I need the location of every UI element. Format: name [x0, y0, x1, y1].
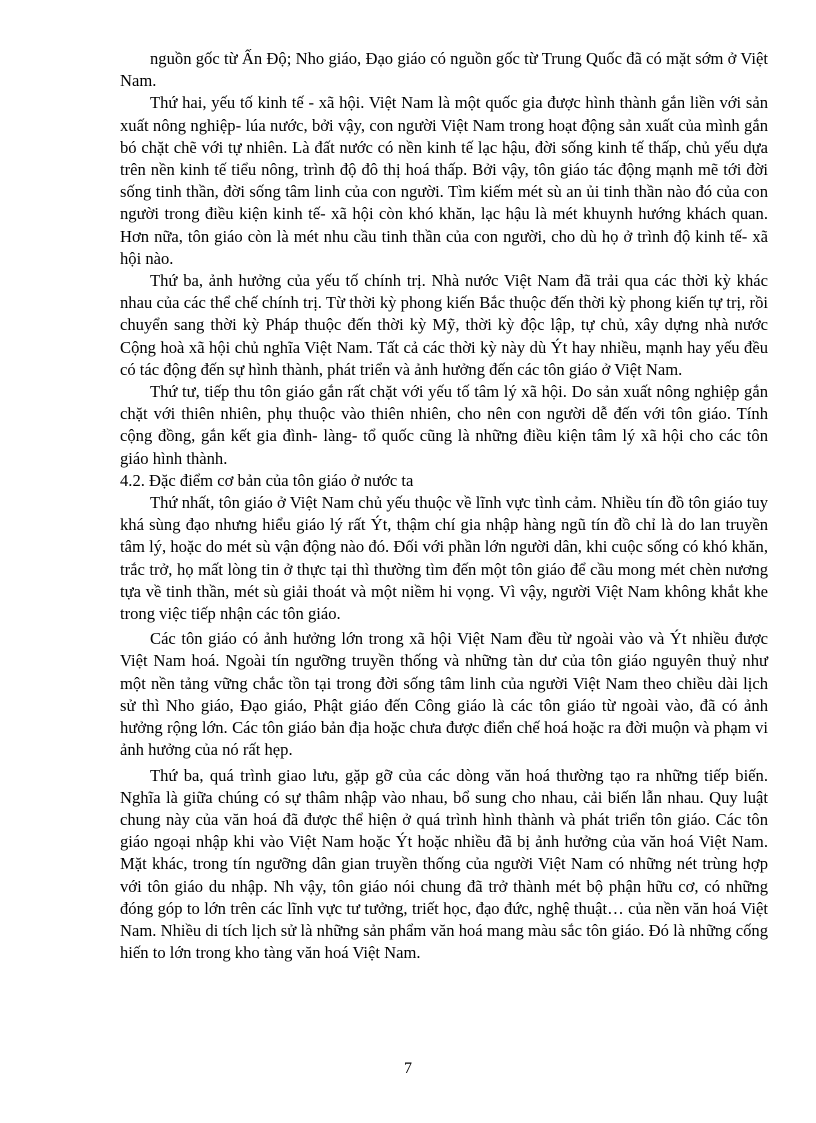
- paragraph-foreign-religions: Các tôn giáo có ảnh hưởng lớn trong xã hội Việt Nam đều từ ngoài vào và Ýt nhiều được Việt Nam hoá. Ngoài tín ngưỡng truyền thống và những tàn dư của tôn giáo nguyên thuỷ như một nền tảng vững chắc tồn tại trong đời sống tâm linh của người Việt Nam theo chiều dài lịch sử thì Nho giáo, Đạo giáo, Phật giáo đến Công giáo là các tôn giáo từ ngoài vào, đã có ảnh hưởng rộng lớn. Các tôn giáo bản địa hoặc chưa được điển chế hoá hoặc ra đời muộn và phạm vi ảnh hưởng của nó rất hẹp.: [120, 629, 768, 760]
- section-heading: 4.2. Đặc điểm cơ bản của tôn giáo ở nước ta: [120, 470, 414, 490]
- paragraph-political-factor: Thứ ba, ảnh hưởng của yếu tố chính trị. Nhà nước Việt Nam đã trải qua các thời kỳ khác nhau của các thể chế chính trị. Từ thời kỳ phong kiến Bắc thuộc đến thời kỳ phong kiến tự trị, rồi chuyển sang thời kỳ Pháp thuộc đến thời kỳ Mỹ, thời kỳ độc lập, tự chủ, xây dựng nhà nước Cộng hoà xã hội chủ nghĩa Việt Nam. Tất cả các thời kỳ này dù Ýt hay nhiều, mạnh hay yếu đều có tác động đến sự hình thành, phát triển và ảnh hưởng đến các tôn giáo ở Việt Nam.: [120, 271, 768, 379]
- paragraph-cultural-exchange: Thứ ba, quá trình giao lưu, gặp gỡ của các dòng văn hoá thường tạo ra những tiếp biến. Nghĩa là giữa chúng có sự thâm nhập vào nhau, bổ sung cho nhau, cải biến lẫn nhau. Quy luật chung này của văn hoá đã được thể hiện ở quá trình hình thành và phát triển tôn giáo. Các tôn giáo ngoại nhập khi vào Việt Nam hoặc Ýt hoặc nhiều đã bị ảnh hưởng của văn hoá Việt Nam. Mặt khác, trong tín ngưỡng dân gian truyền thống của người Việt Nam có những nét trùng hợp với tôn giáo du nhập. Nh vậy, tôn giáo nói chung đã trở thành mét bộ phận hữu cơ, có những đóng góp to lớn trên các lĩnh vực tư tưởng, triết học, đạo đức, nghệ thuật… của nền văn hoá Việt Nam. Nhiều di tích lịch sử là những sản phẩm văn hoá mang màu sắc tôn giáo. Đó là những cống hiến to lớn trong kho tàng văn hoá Việt Nam.: [120, 765, 768, 963]
- paragraph-economic-factor: Thứ hai, yếu tố kinh tế - xã hội. Việt Nam là một quốc gia được hình thành gắn liền với sản xuất nông nghiệp- lúa nước, bởi vậy, con người Việt Nam trong hoạt động sản xuất của mình gắn bó chặt chẽ với tự nhiên. Là đất nước có nền kinh tế lạc hậu, đời sống kinh tế thấp, chủ yếu dựa trên nền kinh tế tiểu nông, trình độ đô thị hoá thấp. Bởi vậy, tôn giáo tác động mạnh mẽ tới đời sống tinh thần, đời sống tâm linh của con người. Tìm kiếm mét sù an ủi tinh thần nào đó của con người trong điều kiện kinh tế- xã hội còn khó khăn, lạc hậu là mét khuynh hướng khách quan. Hơn nữa, tôn giáo còn là mét nhu cầu tinh thần của con người, cho dù họ ở trình độ kinh tế- xã hội nào.: [120, 93, 768, 268]
- paragraph-psychological-factor: Thứ tư, tiếp thu tôn giáo gắn rất chặt với yếu tố tâm lý xã hội. Do sản xuất nông nghiệp gắn chặt với thiên nhiên, phụ thuộc vào thiên nhiên, cho nên con người dễ đến với tôn giáo. Tính cộng đồng, gắn kết gia đình- làng- tổ quốc cũng là những điều kiện tâm lý xã hội cho các tôn giáo hình thành.: [120, 382, 768, 468]
- paragraph-first-characteristic: Thứ nhất, tôn giáo ở Việt Nam chủ yếu thuộc về lĩnh vực tình cảm. Nhiều tín đồ tôn giáo tuy khá sùng đạo nhưng hiểu giáo lý rất Ýt, thậm chí gia nhập hàng ngũ tín đồ chỉ là do lan truyền tâm lý, hoặc do mét sù vận động nào đó. Đối với phần lớn người dân, khi cuộc sống có khó khăn, trắc trở, họ mất lòng tin ở thực tại thì thường tìm đến một tôn giáo để cầu mong mét chèn nương tựa về tinh thần, mét sù giải thoát và một niềm hi vọng. Vì vậy, người Việt Nam không khắt khe trong việc tiếp nhận các tôn giáo.: [120, 493, 768, 624]
- paragraph-origin-continuation: nguồn gốc từ Ấn Độ; Nho giáo, Đạo giáo có nguồn gốc từ Trung Quốc đã có mặt sớm ở Việt Nam.: [120, 49, 768, 91]
- page-number: 7: [404, 1060, 412, 1077]
- body-text: [120, 48, 768, 964]
